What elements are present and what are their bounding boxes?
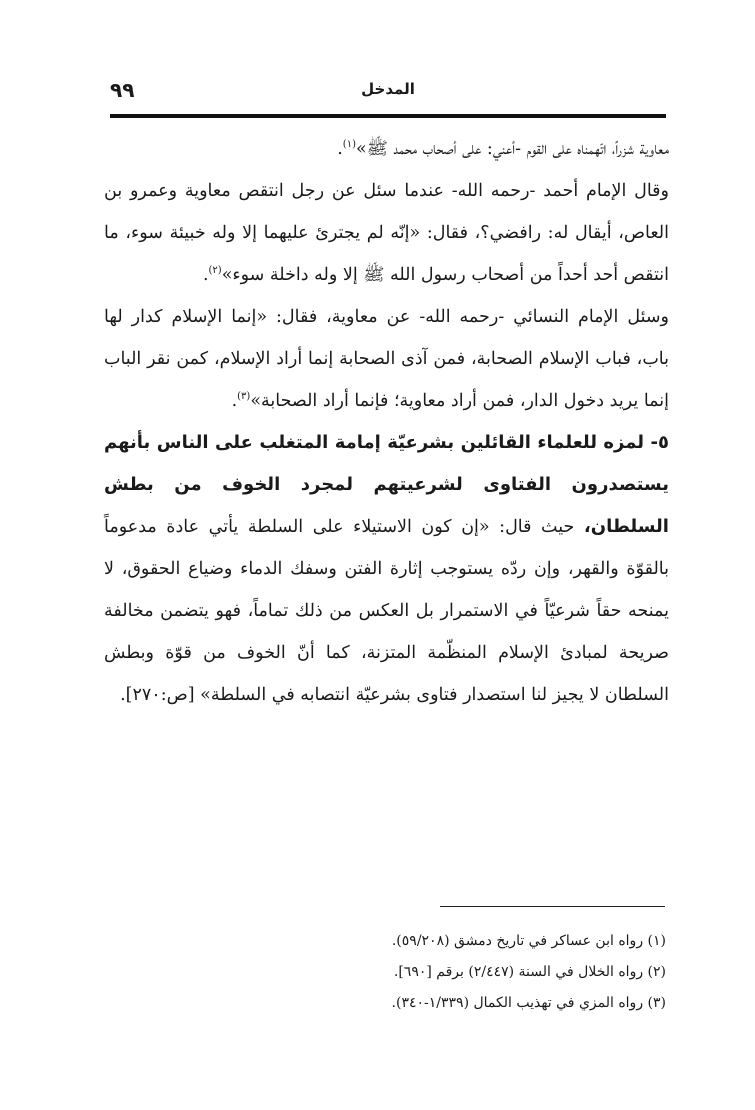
- footnote: (٢) رواه الخلال في السنة (٢/٤٤٧) برقم [٦٩٠].: [393, 964, 666, 980]
- page-header: [110, 78, 666, 108]
- footnotes: [300, 926, 666, 1019]
- paragraph-text: وقال الإمام أحمد -رحمه الله- عندما سئل عن رجل انتقص معاوية وعمرو بن العاص، أيقال له: رافضي؟، فقال: «إنّه لم يجترئ عليهما إلا وله خبيئة سوء، ما انتقص أحد أحداً من أصحاب رسول الله ﷺ إلا وله داخلة سوء»: [104, 181, 669, 285]
- paragraph: وقال الإمام أحمد -رحمه الله- عندما سئل عن رجل انتقص معاوية وعمرو بن العاص، أيقال له: رافضي؟، فقال: «إنّه لم يجترئ عليهما إلا وله خبيئة سوء، ما انتقص أحد أحداً من أصحاب رسول الله ﷺ إلا وله داخلة سوء»$^{(٢)}$.: [104, 181, 669, 285]
- main-text: [104, 128, 669, 716]
- footnote-rule: [440, 906, 665, 907]
- paragraph: معاوية شزراً، اتّهمناه على القوم -أعني: على أصحاب محمد ﷺ»$^{(١)}$.: [337, 139, 669, 159]
- footnote: (٣) رواه المزي في تهذيب الكمال (١/٣٣٩-٣٤٠).: [391, 995, 666, 1011]
- section-heading: ٥- لمزه للعلماء القائلين بشرعيّة إمامة المتغلب على الناس بأنهم يستصدرون الفتاوى لشرعيتهم لمجرد الخوف من بطش السلطان،: [104, 432, 669, 537]
- footnote-ref: (١): [342, 139, 356, 151]
- page-number: ٩٩: [110, 78, 135, 102]
- paragraph: وسئل الإمام النسائي -رحمه الله- عن معاوية، فقال: «إنما الإسلام كدار لها باب، فباب الإسلام الصحابة، فمن آذى الصحابة إنما أراد الإسلام، كمن نقر الباب إنما يريد دخول الدار، فمن أراد معاوية؛ فإنما أراد الصحابة»$^{(٣)}$.: [104, 307, 669, 411]
- paragraph-text: معاوية شزراً، اتّهمناه على القوم -أعني: على أصحاب محمد ﷺ»: [355, 139, 669, 159]
- footnote-ref: (٣): [237, 391, 251, 403]
- section-text: حيث قال: «إن كون الاستيلاء على السلطة يأتي عادة مدعوماً بالقوّة والقهر، وإن ردّه يستوجب إثارة الفتن وسفك الدماء وضياع الحقوق، لا يمنحه حقاً شرعيّاً في الاستمرار بل العكس من ذلك تماماً، فهو يتضمن مخالفة صريحة لمبادئ الإسلام المنظّمة المتزنة، كما أنّ الخوف من قوّة وبطش السلطان لا يجيز لنا استصدار فتاوى بشرعيّة انتصابه في السلطة» [ص:٢٧٠].: [104, 517, 669, 705]
- header-rule: [110, 114, 666, 118]
- footnote: (١) رواه ابن عساكر في تاريخ دمشق (٥٩/٢٠٨).: [391, 933, 666, 949]
- running-title: المدخل: [361, 80, 415, 98]
- footnote-ref: (٢): [208, 265, 222, 277]
- paragraph-text: وسئل الإمام النسائي -رحمه الله- عن معاوية، فقال: «إنما الإسلام كدار لها باب، فباب الإسلام الصحابة، فمن آذى الصحابة إنما أراد الإسلام، كمن نقر الباب إنما يريد دخول الدار، فمن أراد معاوية؛ فإنما أراد الصحابة»: [104, 307, 669, 411]
- section-paragraph: [104, 422, 669, 716]
